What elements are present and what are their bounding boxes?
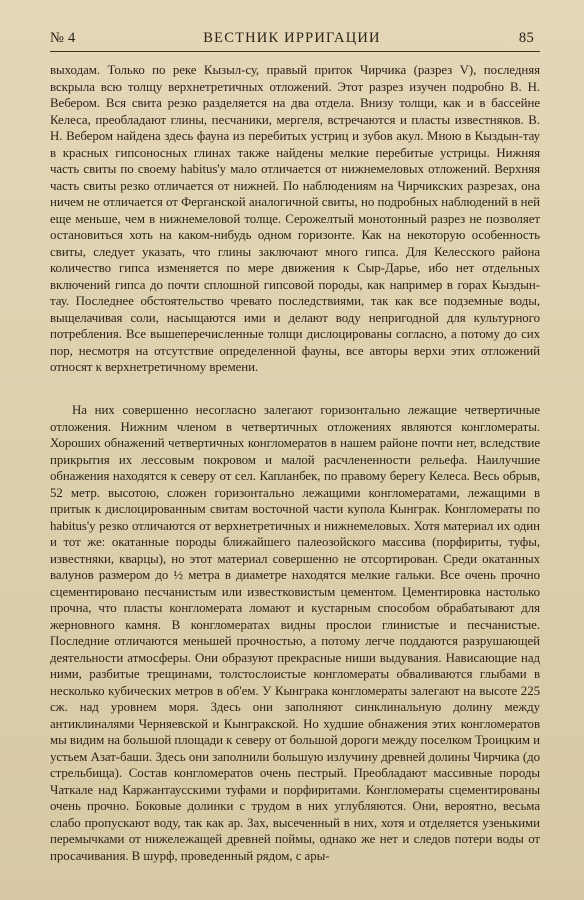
- running-header: [50, 30, 540, 47]
- journal-title: ВЕСТНИК ИРРИГАЦИИ: [203, 30, 381, 46]
- page-number: 85: [518, 30, 534, 46]
- paragraph-1: выходам. Только по реке Кызыл-су, правый приток Чирчика (разрез V), последняя вскрыла всю толщу верхнетретичных отложений. Этот разрез изучен подробно В. Н. Вебером. Вся свита резко разделяется на два отдела. Внизу толщи, как и в бассейне Келеса, преобладают глины, песчаники, мергеля, встречаются и пласты известняков. В. Н. Вебером найдена здесь фауна из перебитых устриц и зубов акул. Мною в Кыздын-тау в красных гипсоносных глинах также найдены мелкие перебитые устрицы. Нижняя часть свиты по своему habitus'у мало отличается от нижнемеловых отложений. Верхняя часть свиты резко отличается от нижней. По наблюдениям на Чирчикских разрезах, она ничем не отличается от Ферганской аналогичной свиты, но подробных наблюдений в ней еще меньше, чем в нижнемеловой толще. Серожелтый монотонный разрез не позволяет остановиться хоть на каком-нибудь одном горизонте. Как на некоторую особенность свиты, следует указать, что глины заключают много гипса. Для Келесского района количество гипса изменяется по мере движения к Сыр-Дарье, ибо нет отдельных включений гипса до почти сплошной гипсовой породы, как например в горах Кыздын-тау. Последнее обстоятельство чревато последствиями, так как все подземные воды, выщелачивая соли, насыщаются ими и делают воду непригодной для культурного потребления. Все вышеперечисленные толщи дислоцированы согласно, а потому до сих пор, несмотря на отсутствие определенной фауны, все авторы верхи этих отложений относят к верхнетретичному времени.: [50, 63, 540, 374]
- paragraph-2: На них совершенно несогласно залегают горизонтально лежащие четвертичные отложения. Нижним членом в четвертичных отложениях являются конгломераты. Хороших обнажений четвертичных конгломератов в нашем районе почти нет, вследствие прикрытия их лессовым покровом и малой расчлененности рельефа. Наилучшие обнажения находятся к северу от сел. Капланбек, по правому берегу Келеса. Весь обрыв, 52 метр. высотою, сложен горизонтально лежащими конгломератами, лежащими в притык к дислоцированным свитам восточной части купола Кынграк. Конгломераты по habitus'у резко отличаются от верхнетретичных и нижнемеловых. Хотя материал их один и тот же: окатанные породы ближайшего палеозойского массива (порфириты, туфы, известняки, кварцы), но этот материал совершенно не отсортирован. Среди окатанных валунов размером до ½ метра в диаметре находятся мелкие гальки. Все очень прочно сцементировано песчанистым или известковистым цементом. Цементировка настолько прочна, что пласты конгломерата ломают и кустарным способом обрабатывают для жерновного камня. В конгломератах видны прослои глинистые и песчанистые. Последние отличаются меньшей прочностью, а потому легче поддаются разрушающей деятельности атмосферы. Они образуют прекрасные ниши выдувания. Нависающие над ними, разбитые трещинами, толстослоистые конгломераты обваливаются глыбами в несколько кубических метров в об'ем. У Кынграка конгломераты залегают на высоте 225 сж. над уровнем моря. Здесь они заполняют синклинальную долину между антиклиналями Черняевской и Кынгракской. Но худшие обнажения этих конгломератов мы видим на большой площади к северу от большой дороги между поселком Троицким и устьем Азат-баши. Здесь они заполнили большую излучину древней долины Чирчика (до стрельбища). Состав конгломератов очень пестрый. Преобладают массивные породы Чаткале над Каржантаусскими туфами и порфиритами. Конгломераты сцементированы очень прочно. Боковые долинки с трудом в них углубляются. Они, вероятно, весьма слабо пропускают воду, так как ар. Зах, высеченный в них, хотя и отделяется узенькими перемычками от нижележащей древней поймы, однако же нет и следов потери воды от просачивания. В шурф, проведенный рядом, с ары-: [50, 403, 540, 863]
- header-rule: [50, 51, 540, 52]
- body-text: [50, 62, 540, 864]
- issue-number: № 4: [50, 30, 76, 46]
